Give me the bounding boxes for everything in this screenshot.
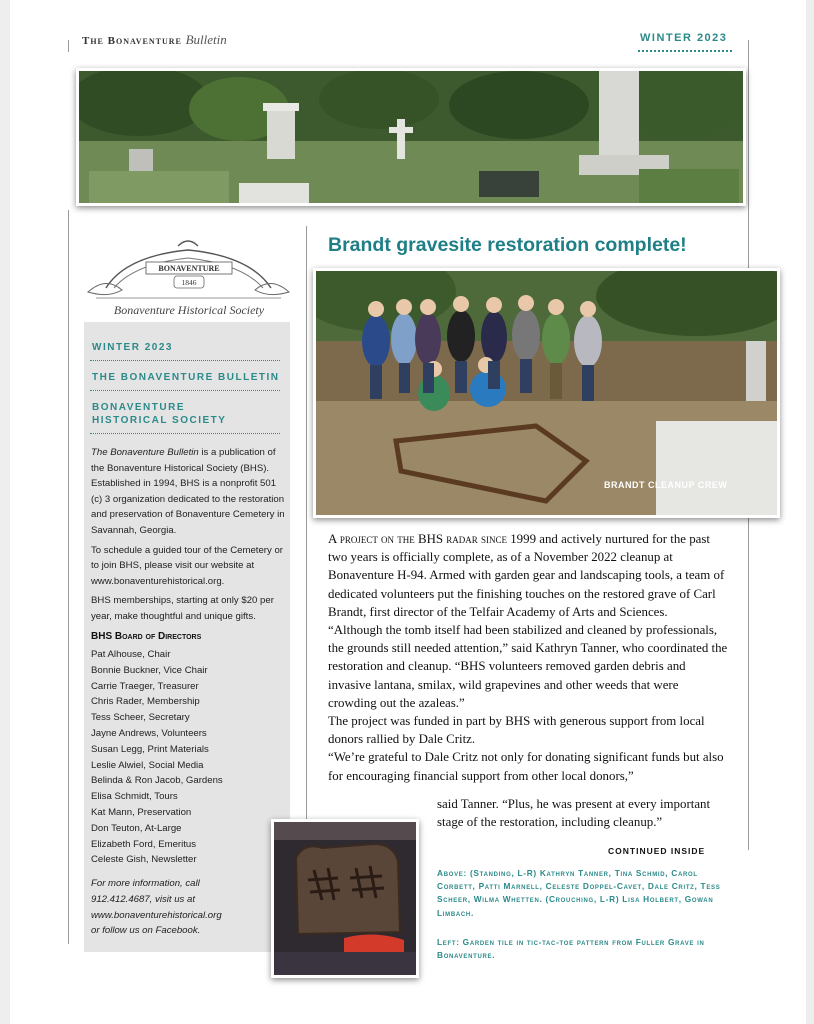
sidebar-tour-info: To schedule a guided tour of the Cemetery or to join BHS, please visit our website at www.bonaventurehistorical.org.: [91, 544, 283, 587]
caption-left: Left: Garden tile in tic-tac-toe pattern from Fuller Grave in Bonaventure.: [437, 937, 705, 961]
logo-year: 1846: [181, 278, 197, 287]
sidebar-org-line2: HISTORICAL SOCIETY: [92, 415, 227, 426]
board-member: Don Teuton, At-Large: [91, 822, 182, 834]
board-member: Tess Scheer, Secretary: [91, 712, 190, 724]
board-member: Kat Mann, Preservation: [91, 806, 192, 818]
board-member: Chris Rader, Membership: [91, 696, 200, 708]
sidebar-issue: WINTER 2023: [92, 342, 173, 353]
top-left-rule: [68, 40, 69, 52]
continued-inside: CONTINUED INSIDE: [608, 846, 706, 856]
contact-info: For more information, call 912.412.4687, visit us at www.bonaventurehistorical.org or follow us on Facebook.: [91, 878, 222, 937]
board-member: Elizabeth Ford, Emeritus: [91, 838, 197, 850]
sidebar-org-line1: BONAVENTURE: [92, 402, 185, 413]
dotted-divider: [90, 360, 280, 361]
caption-above: Above: (Standing, L-R) Kathryn Tanner, Tina Schmid, Carol Corbett, Patti Marnell, Celeste Doppel-Cavet, Dale Critz, Tess Scheer, Wilma Whetten. (Crouching, L-R) Lisa Holbert, Gowan Limbach.: [437, 868, 721, 918]
board-member: Elisa Schmidt, Tours: [91, 791, 178, 803]
sidebar-membership: BHS memberships, starting at only $20 per year, make thoughtful and unique gifts.: [91, 595, 274, 622]
board-heading: BHS Board of Directors: [91, 631, 202, 642]
center-column-rule: [306, 226, 307, 834]
board-member: Pat Alhouse, Chair: [91, 649, 171, 660]
garden-tile-photo: [271, 819, 419, 978]
masthead-title: The Bonaventure Bulletin: [82, 32, 227, 47]
dotted-divider: [638, 50, 732, 52]
board-member: Bonnie Buckner, Vice Chair: [91, 664, 208, 676]
board-member: Belinda & Ron Jacob, Gardens: [91, 775, 223, 787]
article-body: A project on the BHS radar since 1999 and actively nurtured for the past two years is officially complete, as of a November 2022 cleanup at Bonaventure H-94. Armed with garden gear and landscaping tools, a team of dedicated volunteers put the finishing touches on the restored grave of Carl Brandt, first director of the Telfair Academy of Arts and Sciences. “Although the tomb itself had been stabilized and cleaned by professionals, the grounds still needed attention,” said Kathryn Tanner, who coordinated the restoration and cleanup. “BHS volunteers removed garden debris and invasive lantana, smilax, wild grapevines and other weeds that were crowding out the azaleas.” The project was funded in part by BHS with generous support from local donors rallied by Dale Critz. “We’re grateful to Dale Critz not only for donating significant funds but also for encouraging financial support from other local donors,”: [328, 532, 728, 783]
sidebar-publication: THE BONAVENTURE BULLETIN: [92, 372, 280, 383]
left-column-rule: [68, 210, 69, 944]
article-headline: Brandt gravesite restoration complete!: [328, 234, 687, 256]
board-list: [91, 647, 223, 868]
board-member: Jayne Andrews, Volunteers: [91, 727, 207, 739]
board-member: Susan Legg, Print Materials: [91, 743, 209, 755]
bhs-logo: [86, 236, 291, 320]
dotted-divider: [90, 433, 280, 434]
cemetery-photo: [76, 68, 746, 206]
sidebar-about: The Bonaventure Bulletin is a publication of the Bonaventure Historical Society (BHS). Established in 1994, BHS is a nonprofit 501 (c) 3 organization dedicated to the restoration and preservation of Bonaventure Cemetery in Savannah, Georgia. To schedule a guided tour of the Cemetery or to join BHS, please visit our website at www.bonaventurehistorical.org. BHS memberships, starting at only $20 per year, make thoughtful and unique gifts.: [91, 445, 285, 629]
issue-date: WINTER 2023: [640, 32, 728, 44]
logo-society-name: Bonaventure Historical Society: [113, 303, 265, 317]
dotted-divider: [90, 390, 280, 391]
board-member: Carrie Traeger, Treasurer: [91, 680, 199, 692]
board-member: Leslie Alwiel, Social Media: [91, 759, 204, 771]
article-body-continued: said Tanner. “Plus, he was present at every important stage of the restoration, including cleanup.”: [437, 797, 711, 829]
board-member: Celeste Gish, Newsletter: [91, 854, 197, 866]
photo-caption: BRANDT CLEANUP CREW: [604, 480, 728, 490]
logo-arch-text: BONAVENTURE: [158, 264, 220, 273]
